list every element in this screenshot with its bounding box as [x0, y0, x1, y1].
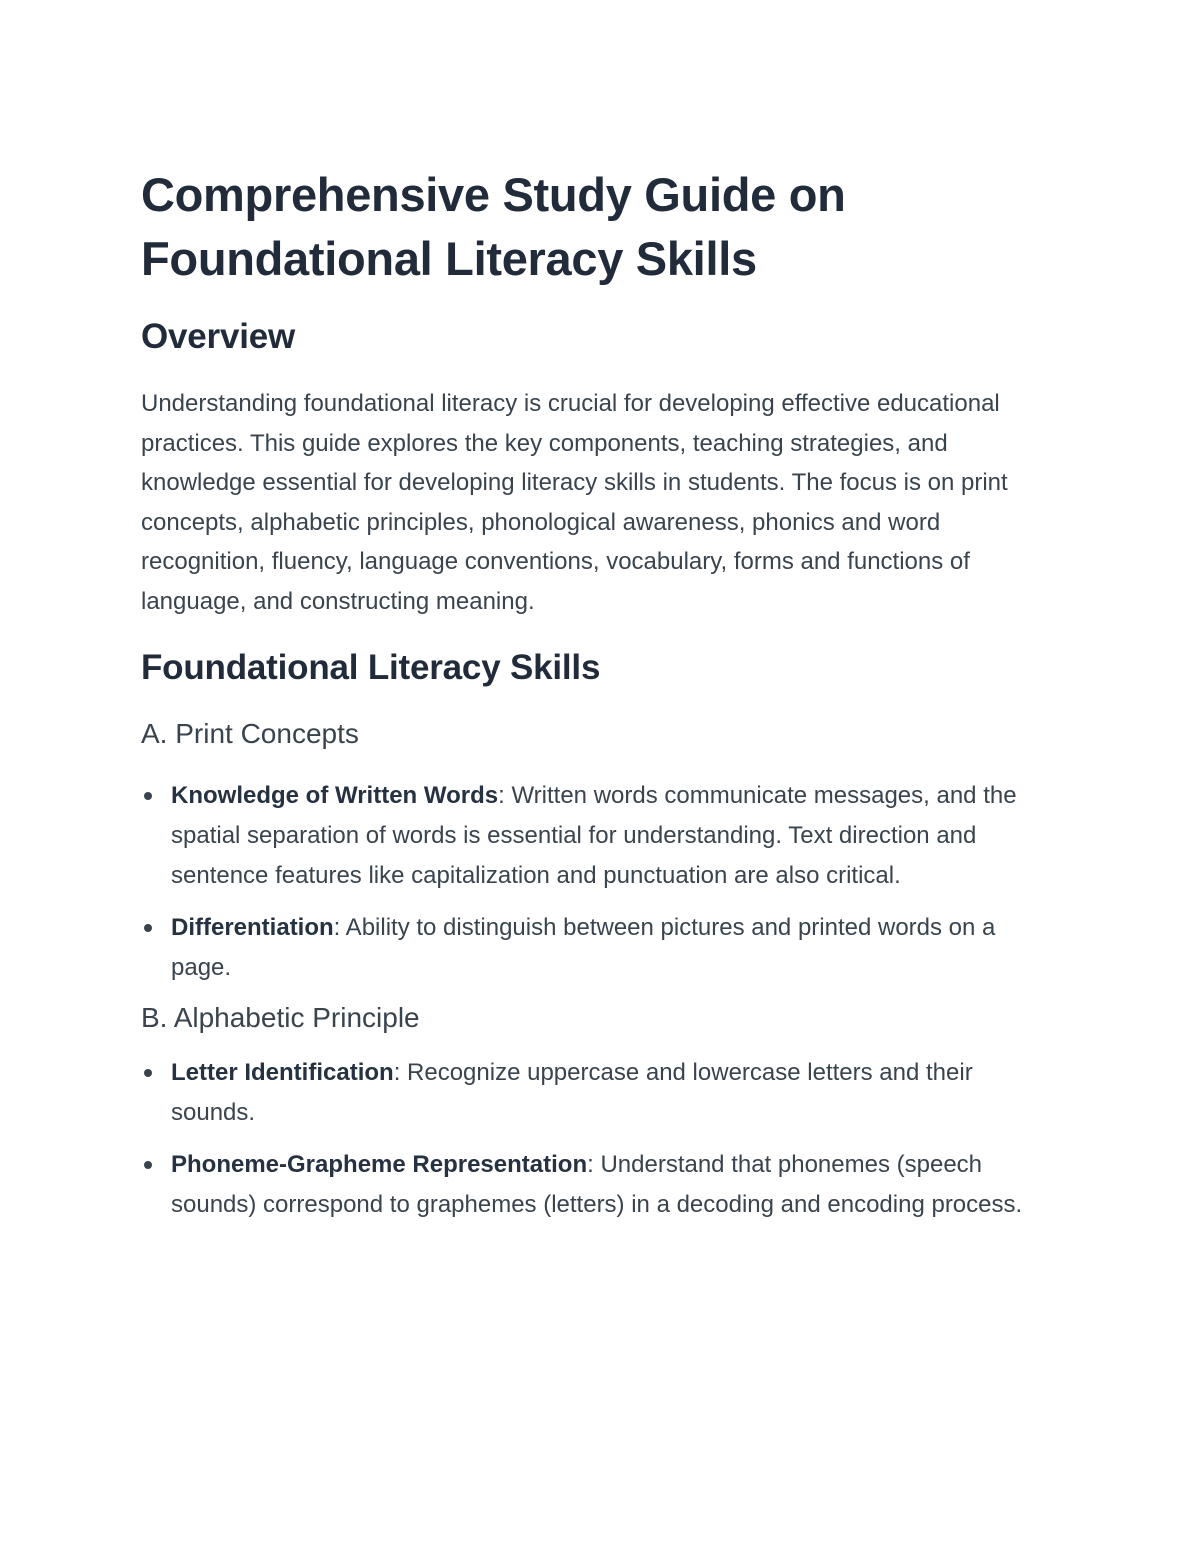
document-page — [141, 160, 1041, 1225]
alphabetic-principle-list — [141, 1053, 1041, 1225]
list-item-text: : Understand that phonemes (speech sounds) correspond to graphemes (letters) in a decoding and encoding process. — [171, 1151, 1023, 1218]
list-item-term: Differentiation — [171, 914, 334, 941]
list-item-text: : Recognize uppercase and lowercase letters and their sounds. — [171, 1059, 973, 1126]
list-item-text: : Ability to distinguish between pictures and printed words on a page. — [171, 914, 996, 981]
list-item-term: Phoneme-Grapheme Representation — [171, 1151, 588, 1178]
bullet-icon — [144, 792, 152, 800]
list-item-text: : Written words communicate messages, and the spatial separation of words is essential for understanding. Text direction and sentence features like capitalization and punctuation are also critical. — [171, 782, 1017, 889]
section-heading-print-concepts: A. Print Concepts — [141, 718, 359, 749]
list-item — [141, 776, 1041, 896]
overview-paragraph: Understanding foundational literacy is crucial for developing effective educational practices. This guide explores the key components, teaching strategies, and knowledge essential for developing literacy skills in students. The focus is on print concepts, alphabetic principles, phonological awareness, phonics and word recognition, fluency, language conventions, vocabulary, forms and functions of language, and constructing meaning. — [141, 390, 1008, 615]
section-heading-alphabetic-principle: B. Alphabetic Principle — [141, 1002, 420, 1033]
overview-heading: Overview — [141, 317, 296, 356]
bullet-icon — [144, 1069, 152, 1077]
list-item — [141, 1053, 1041, 1133]
list-item — [141, 908, 1041, 988]
bullet-icon — [144, 924, 152, 932]
skills-heading: Foundational Literacy Skills — [141, 648, 601, 687]
bullet-icon — [144, 1161, 152, 1169]
list-item-term: Letter Identification — [171, 1059, 394, 1086]
print-concepts-list — [141, 776, 1041, 988]
list-item-term: Knowledge of Written Words — [171, 782, 499, 809]
document-title: Comprehensive Study Guide on Foundational Literacy Skills — [141, 168, 846, 285]
list-item — [141, 1145, 1041, 1225]
